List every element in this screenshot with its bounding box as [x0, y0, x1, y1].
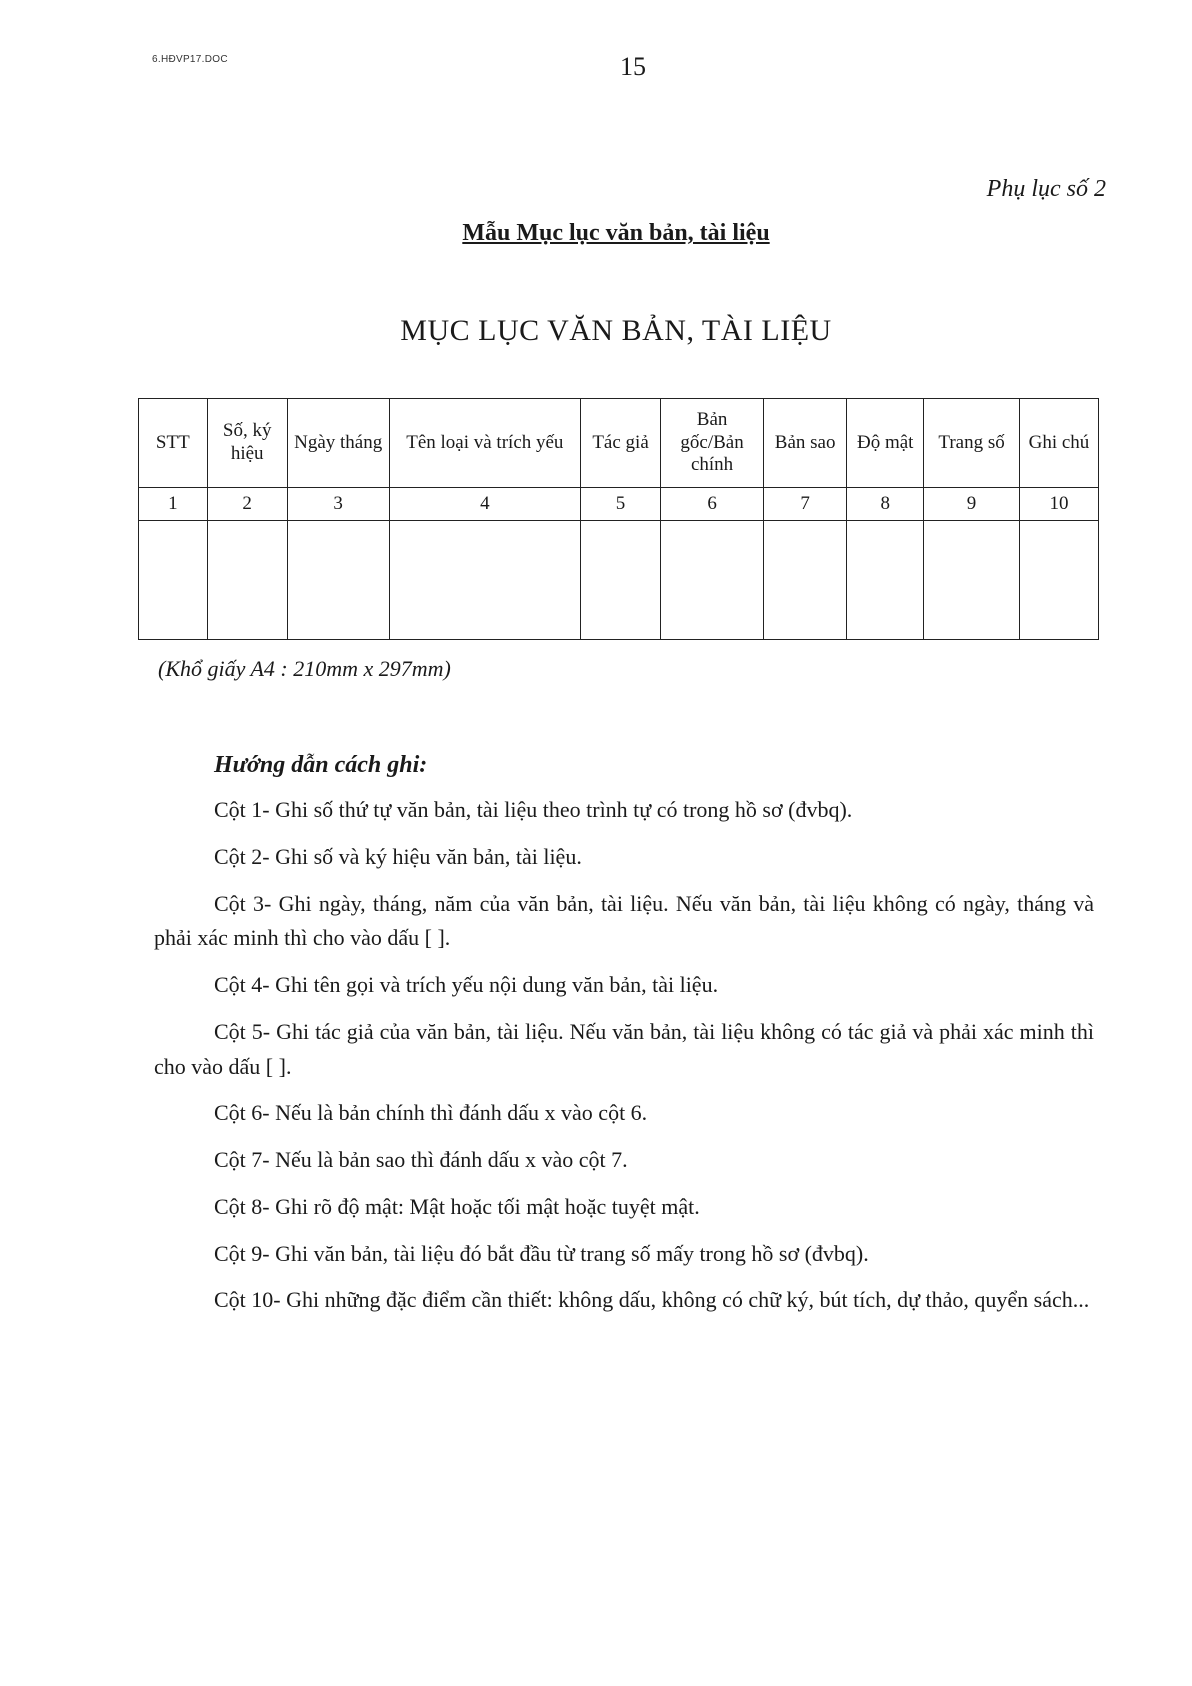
instruction-item: Cột 6- Nếu là bản chính thì đánh dấu x vào cột 6.	[214, 1100, 648, 1126]
table-header-row	[139, 399, 1099, 488]
header-cell-ghi-chu: Ghi chú	[1019, 399, 1098, 488]
catalog-table	[138, 398, 1099, 640]
file-label: 6.HĐVP17.DOC	[152, 54, 228, 65]
form-title: Mẫu Mục lục văn bản, tài liệu	[462, 220, 770, 246]
column-number-cell: 4	[389, 488, 580, 521]
instruction-item: Cột 7- Nếu là bản sao thì đánh dấu x vào cột 7.	[214, 1147, 628, 1172]
header-cell-ten-loai: Tên loại và trích yếu	[389, 399, 580, 488]
column-number-cell: 3	[287, 488, 389, 521]
empty-cell	[764, 521, 847, 640]
header-cell-tac-gia: Tác giả	[581, 399, 661, 488]
header-cell-trang-so: Trang số	[924, 399, 1020, 488]
page-number: 15	[620, 52, 646, 81]
instruction-item: Cột 10- Ghi những đặc điểm cần thiết: không dấu, không có chữ ký, bút tích, dự thảo, quyển sách...	[214, 1287, 1090, 1313]
instruction-item: Cột 8- Ghi rõ độ mật: Mật hoặc tối mật hoặc tuyệt mật.	[214, 1193, 700, 1219]
column-number-cell: 5	[581, 488, 661, 521]
column-number-cell: 2	[207, 488, 287, 521]
empty-cell	[207, 521, 287, 640]
column-number-cell: 10	[1019, 488, 1098, 521]
empty-cell	[581, 521, 661, 640]
column-number-cell: 7	[764, 488, 847, 521]
header-cell-do-mat: Độ mật	[847, 399, 924, 488]
empty-cell	[661, 521, 764, 640]
column-number-cell: 9	[924, 488, 1020, 521]
header-cell-ngay-thang: Ngày tháng	[287, 399, 389, 488]
column-number-cell: 1	[139, 488, 208, 521]
instructions-section	[154, 752, 1094, 1330]
instruction-item: Cột 5- Ghi tác giả của văn bản, tài liệu. Nếu văn bản, tài liệu không có tác giả và phải xác minh thì cho vào dấu [ ].	[154, 1018, 1094, 1079]
paper-size-note: (Khổ giấy A4 : 210mm x 297mm)	[158, 656, 451, 681]
column-number-cell: 6	[661, 488, 764, 521]
empty-cell	[847, 521, 924, 640]
table-empty-row	[139, 521, 1099, 640]
appendix-label: Phụ lục số 2	[986, 176, 1106, 202]
header-cell-stt: STT	[139, 399, 208, 488]
header-cell-ban-sao: Bản sao	[764, 399, 847, 488]
empty-cell	[389, 521, 580, 640]
header-cell-ban-goc: Bản gốc/Bản chính	[661, 399, 764, 488]
empty-cell	[924, 521, 1020, 640]
instruction-item: Cột 1- Ghi số thứ tự văn bản, tài liệu theo trình tự có trong hồ sơ (đvbq).	[214, 797, 853, 822]
header-cell-so-ky-hieu: Số, ký hiệu	[207, 399, 287, 488]
empty-cell	[139, 521, 208, 640]
empty-cell	[287, 521, 389, 640]
empty-cell	[1019, 521, 1098, 640]
column-number-cell: 8	[847, 488, 924, 521]
main-title: MỤC LỤC VĂN BẢN, TÀI LIỆU	[400, 314, 832, 347]
instruction-item: Cột 4- Ghi tên gọi và trích yếu nội dung văn bản, tài liệu.	[214, 972, 719, 997]
instructions-heading: Hướng dẫn cách ghi:	[214, 752, 428, 778]
table-number-row	[139, 488, 1099, 521]
instruction-item: Cột 3- Ghi ngày, tháng, năm của văn bản, tài liệu. Nếu văn bản, tài liệu không có ngày, tháng và phải xác minh thì cho vào dấu [ ].	[154, 890, 1094, 951]
instruction-item: Cột 2- Ghi số và ký hiệu văn bản, tài liệu.	[214, 843, 582, 869]
instruction-item: Cột 9- Ghi văn bản, tài liệu đó bắt đầu từ trang số mấy trong hồ sơ (đvbq).	[214, 1240, 869, 1266]
